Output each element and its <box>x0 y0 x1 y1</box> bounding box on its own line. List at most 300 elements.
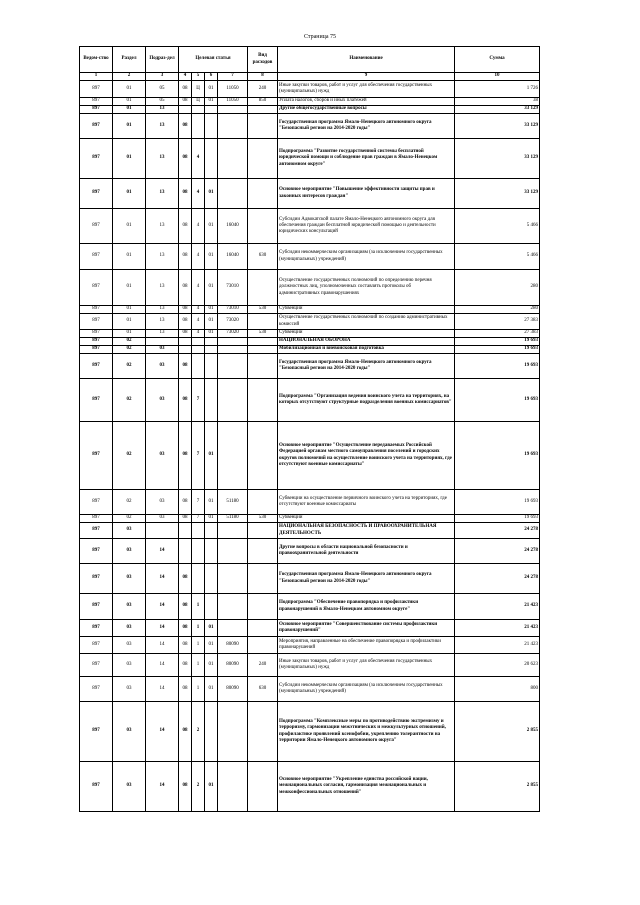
cell-expense-type <box>248 346 278 354</box>
cell-section: 02 <box>113 346 146 354</box>
cell-program: 08 <box>179 98 192 106</box>
cell-name: Другие общегосударственные вопросы <box>278 106 455 114</box>
cell-subsection: 14 <box>146 620 179 637</box>
cell-expense-type <box>248 422 278 490</box>
cell-section: 01 <box>113 209 146 244</box>
cell-section: 01 <box>113 179 146 209</box>
cell-direction: 73020 <box>218 330 248 338</box>
cell-amount: 20 623 <box>455 654 540 677</box>
cell-measure: 01 <box>205 270 218 306</box>
cell-program: 08 <box>179 179 192 209</box>
table-row <box>80 139 540 179</box>
column-number: 9 <box>278 73 455 81</box>
cell-department: 897 <box>80 620 113 637</box>
cell-expense-type <box>248 139 278 179</box>
cell-program: 08 <box>179 81 192 98</box>
budget-table <box>79 46 540 812</box>
table-row <box>80 314 540 330</box>
cell-department: 897 <box>80 114 113 139</box>
cell-name: Осуществление государственных полномочий по созданию административных комиссий <box>278 314 455 330</box>
cell-program <box>179 523 192 539</box>
table-row <box>80 620 540 637</box>
cell-department: 897 <box>80 523 113 539</box>
cell-subprogram: 4 <box>192 139 205 179</box>
cell-amount: 19 693 <box>455 379 540 422</box>
cell-amount: 21 423 <box>455 594 540 620</box>
cell-subprogram: 7 <box>192 379 205 422</box>
cell-department: 897 <box>80 81 113 98</box>
cell-name: Субвенции <box>278 330 455 338</box>
cell-name: НАЦИОНАЛЬНАЯ ОБОРОНА <box>278 338 455 346</box>
cell-subsection: 14 <box>146 564 179 594</box>
cell-program: 08 <box>179 270 192 306</box>
cell-measure <box>205 338 218 346</box>
cell-direction <box>218 114 248 139</box>
cell-expense-type <box>248 354 278 379</box>
cell-amount: 280 <box>455 306 540 314</box>
cell-subsection: 03 <box>146 354 179 379</box>
cell-measure: 01 <box>205 179 218 209</box>
cell-section: 02 <box>113 490 146 515</box>
cell-subprogram: 4 <box>192 306 205 314</box>
cell-expense-type: 530 <box>248 515 278 523</box>
cell-program: 08 <box>179 594 192 620</box>
cell-subprogram: 1 <box>192 677 205 702</box>
cell-name: Субсидии Адвокатской палате Ямало-Ненецкого автономного округа для обеспечения граждан бесплатной юридической помощью и деятельности юридических консультаций <box>278 209 455 244</box>
cell-section: 03 <box>113 523 146 539</box>
cell-section: 03 <box>113 564 146 594</box>
cell-program: 08 <box>179 306 192 314</box>
cell-subprogram: 7 <box>192 490 205 515</box>
cell-subprogram <box>192 354 205 379</box>
cell-direction: 73010 <box>218 270 248 306</box>
cell-subsection: 14 <box>146 702 179 762</box>
cell-direction <box>218 539 248 564</box>
cell-subprogram: 4 <box>192 270 205 306</box>
table-row <box>80 114 540 139</box>
table-row <box>80 594 540 620</box>
cell-program <box>179 346 192 354</box>
cell-subsection: 13 <box>146 270 179 306</box>
cell-expense-type <box>248 270 278 306</box>
cell-section: 01 <box>113 314 146 330</box>
cell-subprogram: 7 <box>192 422 205 490</box>
cell-program: 08 <box>179 564 192 594</box>
cell-subprogram <box>192 564 205 594</box>
cell-measure: 01 <box>205 81 218 98</box>
cell-subsection: 13 <box>146 179 179 209</box>
table-row <box>80 637 540 654</box>
cell-department: 897 <box>80 330 113 338</box>
cell-subprogram: 1 <box>192 620 205 637</box>
cell-department: 897 <box>80 106 113 114</box>
cell-amount: 33 129 <box>455 139 540 179</box>
cell-department: 897 <box>80 539 113 564</box>
cell-subsection: 13 <box>146 314 179 330</box>
cell-department: 897 <box>80 762 113 812</box>
cell-program: 08 <box>179 490 192 515</box>
cell-subsection: 03 <box>146 379 179 422</box>
table-row <box>80 523 540 539</box>
cell-direction <box>218 422 248 490</box>
cell-direction: 80090 <box>218 677 248 702</box>
cell-expense-type <box>248 523 278 539</box>
column-number: 10 <box>455 73 540 81</box>
cell-amount: 5 466 <box>455 209 540 244</box>
cell-program <box>179 338 192 346</box>
cell-subsection: 14 <box>146 654 179 677</box>
cell-name: Мобилизационная и вневойсковая подготовка <box>278 346 455 354</box>
cell-subprogram <box>192 346 205 354</box>
cell-direction <box>218 379 248 422</box>
cell-direction: 80090 <box>218 654 248 677</box>
cell-section: 02 <box>113 338 146 346</box>
cell-expense-type <box>248 490 278 515</box>
table-row <box>80 179 540 209</box>
cell-department: 897 <box>80 314 113 330</box>
cell-measure: 01 <box>205 762 218 812</box>
table-row <box>80 654 540 677</box>
cell-subprogram: 2 <box>192 702 205 762</box>
cell-measure: 01 <box>205 330 218 338</box>
cell-program: 08 <box>179 422 192 490</box>
cell-section: 03 <box>113 539 146 564</box>
cell-department: 897 <box>80 244 113 270</box>
cell-amount: 5 466 <box>455 244 540 270</box>
cell-measure: 01 <box>205 314 218 330</box>
table-row <box>80 564 540 594</box>
cell-department: 897 <box>80 306 113 314</box>
cell-subsection: 13 <box>146 106 179 114</box>
cell-expense-type <box>248 637 278 654</box>
cell-program: 08 <box>179 515 192 523</box>
cell-subprogram: 4 <box>192 179 205 209</box>
table-row <box>80 98 540 106</box>
cell-direction: 16040 <box>218 209 248 244</box>
cell-section: 01 <box>113 306 146 314</box>
cell-direction <box>218 106 248 114</box>
cell-name: Мероприятия, направленные на обеспечение правопорядка и профилактики правонарушений <box>278 637 455 654</box>
cell-amount: 800 <box>455 677 540 702</box>
cell-expense-type <box>248 179 278 209</box>
cell-program: 08 <box>179 354 192 379</box>
cell-section: 01 <box>113 114 146 139</box>
cell-department: 897 <box>80 490 113 515</box>
cell-name: Подпрограмма "Развитие государственной системы бесплатной юридической помощи и соблюдение прав граждан в Ямало-Ненецком автономном округе" <box>278 139 455 179</box>
cell-amount: 27 383 <box>455 314 540 330</box>
cell-name: Субсидии некоммерческим организациям (за исключением государственных (муниципальных) учреждений) <box>278 677 455 702</box>
cell-department: 897 <box>80 139 113 179</box>
cell-measure: 01 <box>205 490 218 515</box>
cell-expense-type <box>248 620 278 637</box>
cell-subprogram: 7 <box>192 515 205 523</box>
cell-measure <box>205 139 218 179</box>
cell-direction <box>218 594 248 620</box>
cell-subsection: 14 <box>146 594 179 620</box>
column-number-row <box>80 73 540 81</box>
table-row <box>80 330 540 338</box>
cell-name: Осуществление государственных полномочий по определению перечня должностных лиц, уполномоченных составлять протоколы об административных правонарушениях <box>278 270 455 306</box>
cell-name: Субвенции <box>278 515 455 523</box>
cell-subprogram: 1 <box>192 654 205 677</box>
cell-direction: 16040 <box>218 244 248 270</box>
cell-section: 03 <box>113 654 146 677</box>
cell-measure <box>205 564 218 594</box>
cell-program <box>179 539 192 564</box>
column-number: 8 <box>248 73 278 81</box>
cell-measure <box>205 379 218 422</box>
cell-expense-type <box>248 379 278 422</box>
cell-subsection: 14 <box>146 762 179 812</box>
cell-department: 897 <box>80 346 113 354</box>
cell-program <box>179 106 192 114</box>
cell-section: 03 <box>113 637 146 654</box>
table-row <box>80 515 540 523</box>
cell-department: 897 <box>80 270 113 306</box>
cell-amount: 1 726 <box>455 81 540 98</box>
header-expense-type: Вид расходов <box>248 47 278 73</box>
cell-expense-type: 530 <box>248 330 278 338</box>
cell-expense-type: 850 <box>248 98 278 106</box>
cell-program: 08 <box>179 637 192 654</box>
header-name: Наименование <box>278 47 455 73</box>
cell-expense-type: 630 <box>248 244 278 270</box>
cell-direction <box>218 523 248 539</box>
cell-section: 02 <box>113 379 146 422</box>
table-row <box>80 677 540 702</box>
cell-name: Основное мероприятие "Повышение эффективности защиты прав и законных интересов граждан" <box>278 179 455 209</box>
cell-subprogram: 4 <box>192 314 205 330</box>
cell-subsection: 13 <box>146 306 179 314</box>
header-amount: Сумма <box>455 47 540 73</box>
cell-direction <box>218 564 248 594</box>
header-subsection: Подраз-дел <box>146 47 179 73</box>
cell-department: 897 <box>80 209 113 244</box>
cell-amount: 38 <box>455 98 540 106</box>
cell-expense-type <box>248 209 278 244</box>
cell-program: 08 <box>179 620 192 637</box>
cell-subprogram: 1 <box>192 594 205 620</box>
cell-name: Иные закупки товаров, работ и услуг для обеспечения государственных (муниципальных) нужд <box>278 81 455 98</box>
cell-subsection: 03 <box>146 422 179 490</box>
cell-program: 08 <box>179 702 192 762</box>
cell-subsection: 13 <box>146 209 179 244</box>
cell-measure: 01 <box>205 677 218 702</box>
cell-amount: 27 383 <box>455 330 540 338</box>
cell-measure: 01 <box>205 637 218 654</box>
cell-section: 03 <box>113 677 146 702</box>
cell-amount: 19 693 <box>455 338 540 346</box>
cell-direction: 11050 <box>218 98 248 106</box>
cell-name: Субвенции <box>278 306 455 314</box>
cell-direction <box>218 702 248 762</box>
cell-department: 897 <box>80 338 113 346</box>
cell-measure: 01 <box>205 306 218 314</box>
cell-direction <box>218 346 248 354</box>
table-row <box>80 762 540 812</box>
cell-name: Подпрограмма "Комплексные меры по противодействию экстремизму и терроризму, гармонизации межэтнических и межкультурных отношений, профилактике проявлений ксенофобии, укреплению толерантности на территории Ямало-Ненецкого автономного округа" <box>278 702 455 762</box>
table-row <box>80 379 540 422</box>
cell-section: 03 <box>113 702 146 762</box>
page-number-label: Страница 75 <box>303 34 337 40</box>
cell-direction: 51180 <box>218 515 248 523</box>
cell-subprogram: 4 <box>192 330 205 338</box>
cell-department: 897 <box>80 677 113 702</box>
cell-department: 897 <box>80 354 113 379</box>
cell-department: 897 <box>80 98 113 106</box>
cell-section: 01 <box>113 81 146 98</box>
table-row <box>80 354 540 379</box>
cell-section: 03 <box>113 620 146 637</box>
cell-expense-type <box>248 114 278 139</box>
cell-measure: 01 <box>205 209 218 244</box>
cell-subsection: 14 <box>146 539 179 564</box>
cell-direction <box>218 338 248 346</box>
cell-section: 02 <box>113 422 146 490</box>
cell-name: Субсидии некоммерческим организациям (за исключением государственных (муниципальных) учреждений) <box>278 244 455 270</box>
cell-section: 01 <box>113 98 146 106</box>
table-row <box>80 490 540 515</box>
cell-expense-type: 530 <box>248 306 278 314</box>
cell-department: 897 <box>80 654 113 677</box>
header-target-article: Целевая статья <box>179 47 248 73</box>
cell-department: 897 <box>80 422 113 490</box>
cell-program: 08 <box>179 379 192 422</box>
cell-direction <box>218 620 248 637</box>
cell-department: 897 <box>80 702 113 762</box>
cell-amount: 19 693 <box>455 515 540 523</box>
table-row <box>80 422 540 490</box>
column-number: 5 <box>192 73 205 81</box>
cell-department: 897 <box>80 179 113 209</box>
cell-amount: 2 855 <box>455 762 540 812</box>
cell-department: 897 <box>80 637 113 654</box>
cell-name: Подпрограмма "Обеспечение правопорядка и профилактики правонарушений в Ямало-Ненецком автономном округе" <box>278 594 455 620</box>
table-row <box>80 209 540 244</box>
column-number: 4 <box>179 73 192 81</box>
cell-subsection: 03 <box>146 490 179 515</box>
cell-subsection: 14 <box>146 637 179 654</box>
cell-subprogram: 4 <box>192 244 205 270</box>
cell-name: Основное мероприятие "Осуществление передаваемых Российской Федерацией органам местного самоуправления поселений и городских округов полномочий на осуществление воинского учета на территориях, где отсутствуют военные комиссариаты" <box>278 422 455 490</box>
cell-name: Подпрограмма "Организация ведения воинского учета на территориях, на которых отсутствуют структурные подразделения военных комиссариатов" <box>278 379 455 422</box>
cell-department: 897 <box>80 515 113 523</box>
column-number: 1 <box>80 73 113 81</box>
cell-amount: 19 693 <box>455 490 540 515</box>
cell-direction: 51180 <box>218 490 248 515</box>
table-row <box>80 306 540 314</box>
cell-name: НАЦИОНАЛЬНАЯ БЕЗОПАСНОСТЬ И ПРАВООХРАНИТЕЛЬНАЯ ДЕЯТЕЛЬНОСТЬ <box>278 523 455 539</box>
cell-expense-type <box>248 338 278 346</box>
cell-program: 08 <box>179 654 192 677</box>
table-row <box>80 338 540 346</box>
cell-name: Уплата налогов, сборов и иных платежей <box>278 98 455 106</box>
cell-measure: 01 <box>205 244 218 270</box>
cell-name: Иные закупки товаров, работ и услуг для обеспечения государственных (муниципальных) нужд <box>278 654 455 677</box>
cell-expense-type: 630 <box>248 677 278 702</box>
column-number: 6 <box>205 73 218 81</box>
cell-measure: 01 <box>205 98 218 106</box>
column-number: 7 <box>218 73 248 81</box>
cell-subprogram: Ц <box>192 98 205 106</box>
cell-amount: 24 278 <box>455 539 540 564</box>
cell-measure <box>205 702 218 762</box>
cell-expense-type <box>248 594 278 620</box>
cell-expense-type <box>248 564 278 594</box>
cell-section: 03 <box>113 594 146 620</box>
cell-expense-type <box>248 314 278 330</box>
cell-subprogram <box>192 114 205 139</box>
cell-expense-type <box>248 762 278 812</box>
cell-department: 897 <box>80 564 113 594</box>
cell-name: Государственная программа Ямало-Ненецкого автономного округа "Безопасный регион на 2014-2020 годы" <box>278 114 455 139</box>
cell-amount: 19 693 <box>455 354 540 379</box>
cell-section: 02 <box>113 515 146 523</box>
table-row <box>80 702 540 762</box>
cell-direction <box>218 762 248 812</box>
header-section: Раздел <box>113 47 146 73</box>
cell-subsection: 13 <box>146 139 179 179</box>
cell-amount: 21 423 <box>455 620 540 637</box>
cell-expense-type: 240 <box>248 81 278 98</box>
cell-program: 08 <box>179 114 192 139</box>
table-body <box>80 81 540 812</box>
cell-amount: 19 693 <box>455 422 540 490</box>
cell-department: 897 <box>80 594 113 620</box>
table-row <box>80 244 540 270</box>
table-row <box>80 539 540 564</box>
column-number: 3 <box>146 73 179 81</box>
cell-expense-type <box>248 539 278 564</box>
cell-amount: 24 278 <box>455 523 540 539</box>
cell-subsection: 03 <box>146 346 179 354</box>
cell-subsection <box>146 338 179 346</box>
cell-expense-type: 240 <box>248 654 278 677</box>
cell-name: Государственная программа Ямало-Ненецкого автономного округа "Безопасный регион на 2014-2020 годы" <box>278 564 455 594</box>
cell-measure <box>205 106 218 114</box>
cell-measure: 01 <box>205 654 218 677</box>
cell-name: Основное мероприятие "Совершенствование системы профилактики правонарушений" <box>278 620 455 637</box>
cell-measure <box>205 346 218 354</box>
cell-subsection: 13 <box>146 114 179 139</box>
cell-subprogram <box>192 338 205 346</box>
cell-subsection: 03 <box>146 515 179 523</box>
cell-measure <box>205 114 218 139</box>
cell-measure: 01 <box>205 620 218 637</box>
cell-section: 01 <box>113 244 146 270</box>
cell-measure <box>205 539 218 564</box>
cell-amount: 24 278 <box>455 564 540 594</box>
cell-subsection: 13 <box>146 244 179 270</box>
cell-subprogram <box>192 106 205 114</box>
cell-measure <box>205 523 218 539</box>
cell-direction: 80090 <box>218 637 248 654</box>
cell-amount: 21 423 <box>455 637 540 654</box>
cell-program: 08 <box>179 762 192 812</box>
cell-amount: 33 129 <box>455 114 540 139</box>
cell-program: 08 <box>179 677 192 702</box>
cell-subsection <box>146 523 179 539</box>
header-department: Ведом-ство <box>80 47 113 73</box>
cell-subprogram <box>192 539 205 564</box>
cell-subsection: 13 <box>146 330 179 338</box>
cell-expense-type <box>248 106 278 114</box>
cell-program: 08 <box>179 314 192 330</box>
cell-section: 01 <box>113 270 146 306</box>
cell-amount: 19 693 <box>455 346 540 354</box>
cell-subsection: 14 <box>146 677 179 702</box>
cell-section: 03 <box>113 762 146 812</box>
